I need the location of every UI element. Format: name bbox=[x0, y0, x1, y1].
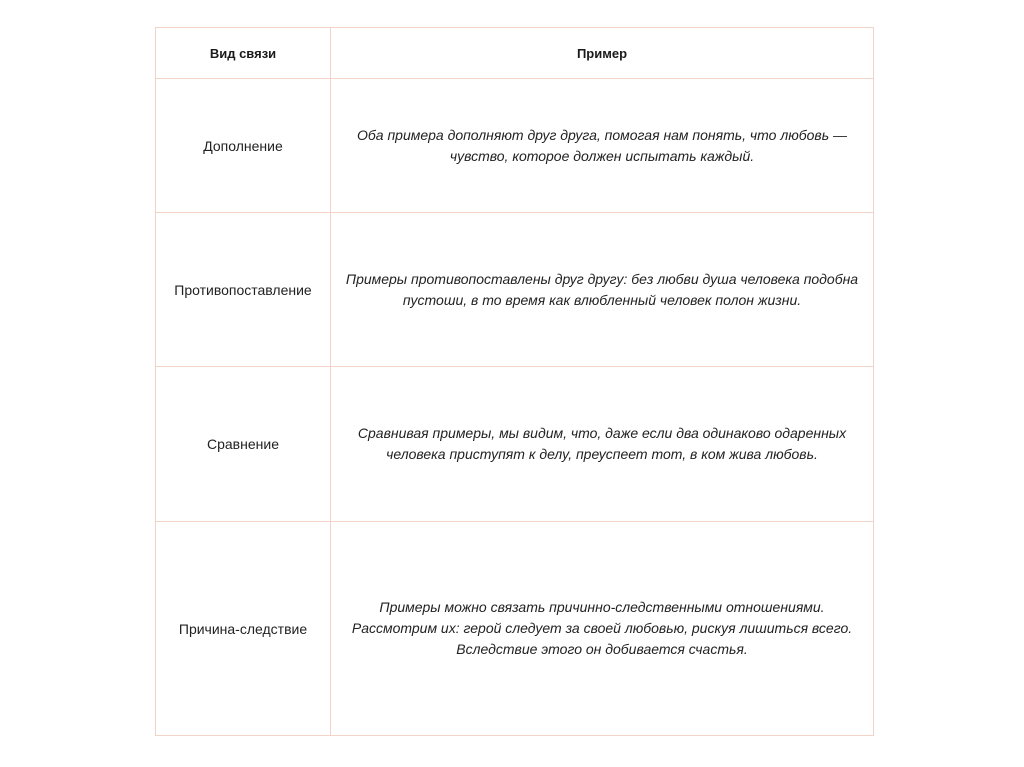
row-example-text: Примеры можно связать причинно-следственными отношениями. Рассмотрим их: герой следует за своей любовью, рискуя лишиться всего. Вследствие этого он добивается счастья. bbox=[351, 599, 853, 657]
row-example-text: Примеры противопоставлены друг другу: без любви душа человека подобна пустоши, в то время как влюбленный человек полон жизни. bbox=[345, 270, 859, 308]
row-example bbox=[331, 367, 874, 522]
table-row bbox=[156, 367, 874, 522]
row-example-text: Сравнивая примеры, мы видим, что, даже если два одинаково одаренных человека приступят к делу, преуспеет тот, в ком жива любовь. bbox=[357, 425, 847, 462]
row-kind: Сравнение bbox=[156, 367, 331, 522]
row-example bbox=[331, 79, 874, 213]
table-row bbox=[156, 79, 874, 213]
header-kind: Вид связи bbox=[156, 28, 331, 79]
row-example-text: Оба примера дополняют друг друга, помогая нам понять, что любовь — чувство, которое должен испытать каждый. bbox=[357, 126, 847, 164]
row-example bbox=[331, 213, 874, 367]
table-row bbox=[156, 213, 874, 367]
row-example bbox=[331, 522, 874, 736]
table-row bbox=[156, 522, 874, 736]
table-header-row bbox=[156, 28, 874, 79]
header-example: Пример bbox=[331, 28, 874, 79]
row-kind: Противопоставление bbox=[156, 213, 331, 367]
row-kind: Причина-следствие bbox=[156, 522, 331, 736]
row-kind: Дополнение bbox=[156, 79, 331, 213]
links-table bbox=[155, 27, 874, 736]
